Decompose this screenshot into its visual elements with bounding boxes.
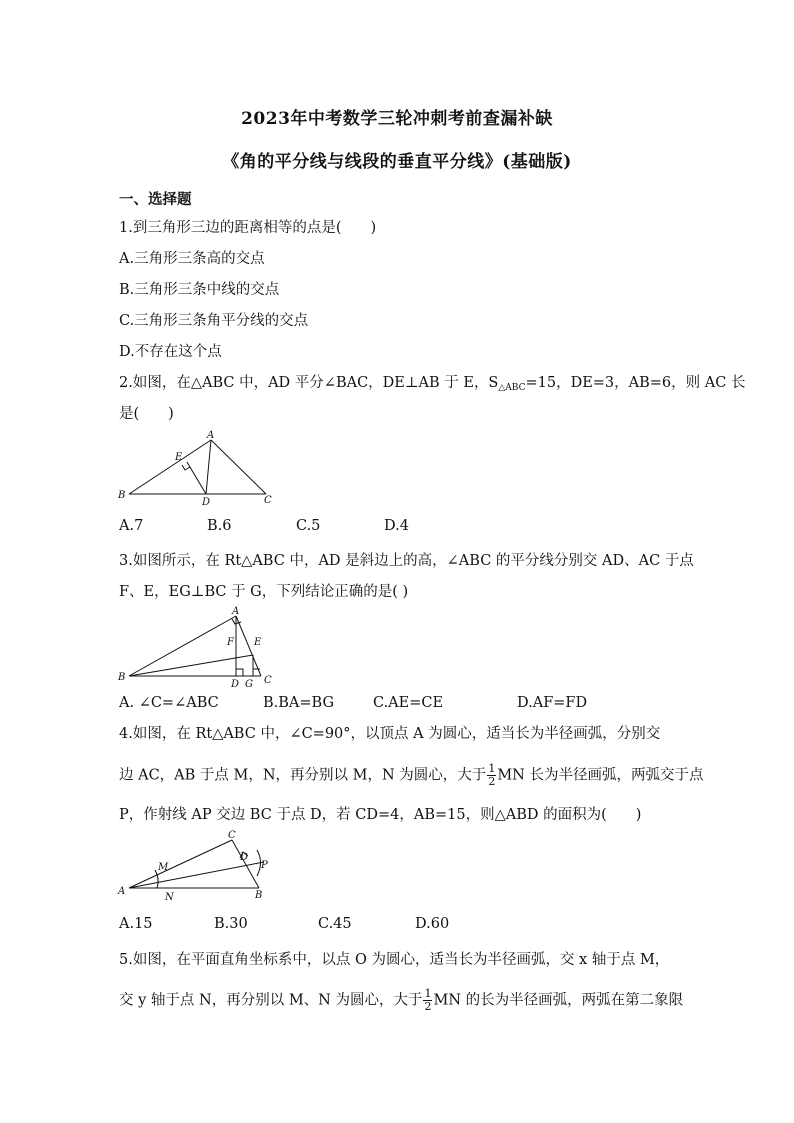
right-angle-mark-d [236,669,243,676]
q2-option-d: D.4 [384,518,409,534]
segment-ad [206,440,211,494]
q1-option-c: C.三角形三条角平分线的交点 [119,313,309,329]
title-line-2: 《角的平分线与线段的垂直平分线》(基础版) [222,152,572,172]
q2-label-c: C [264,495,272,506]
q3-stem-line-2: F、E，EG⊥BC 于 G，下列结论正确的是( ) [119,584,409,600]
q4-label-n: N [165,892,174,903]
q1-option-b: B.三角形三条中线的交点 [119,282,280,298]
q3-label-d: D [231,679,240,690]
title-line-1: 2023年中考数学三轮冲刺考前查漏补缺 [241,109,553,129]
q5-stem-line-2: 交 y 轴于点 N，再分别以 M、N 为圆心，大于 $\frac{1}{2}$ MN 的长为半径画弧，两弧在第二象限 [119,987,684,1013]
q2-stem-line-1: 2.如图，在△ABC 中，AD 平分∠BAC，DE⊥AB 于 E，$S_{\triangle ABC}=15$，DE=3，AB=6，则 AC 长 [119,375,746,393]
q2-subscript: △ABC [498,383,526,393]
q3-label-e: E [254,637,262,648]
q5-stem-line-1: 5.如图，在平面直角坐标系中，以点 O 为圆心，适当长为半径画弧，交 x 轴于点 M， [119,952,670,968]
q4-option-a: A.15 [119,916,153,932]
segment-ac [211,440,266,494]
q3-figure [114,603,284,691]
q4-label-m: M [158,862,169,873]
q4-figure [114,826,284,908]
q2-option-c: C.5 [296,518,321,534]
q4-label-d: D [240,852,249,863]
q1-stem: 1.到三角形三边的距离相等的点是( ) [119,220,377,236]
q3-label-b: B [118,672,126,683]
q3-option-d: D.AF=FD [517,695,588,711]
q4-stem-line-1: 4.如图，在 Rt△ABC 中，∠C=90°，以顶点 A 为圆心，适当长为半径画弧，分别交 [119,726,661,742]
q4-option-b: B.30 [214,916,248,932]
q2-stem-line-2: 是( ) [119,406,174,422]
q3-label-c: C [264,675,272,686]
q1-option-d: D.不存在这个点 [119,344,222,360]
q4-fraction: $\frac{1}{2}$ [488,762,496,788]
q3-label-g: G [245,679,253,690]
q2-label-e: E [175,452,183,463]
q4-option-d: D.60 [415,916,450,932]
q4-label-a: A [118,886,126,897]
q2-label-a: A [207,430,215,441]
segment-ab [129,440,211,494]
q2-label-d: D [202,497,211,508]
q2-option-b: B.6 [207,518,232,534]
q3-label-f: F [227,637,234,648]
q2-option-a: A.7 [119,518,144,534]
q1-option-a: A.三角形三条高的交点 [119,251,265,267]
q2-label-b: B [118,490,126,501]
q2-figure [114,428,284,508]
q3-label-a: A [232,606,240,617]
q5-fraction: $\frac{1}{2}$ [424,987,432,1013]
section-heading: 一、选择题 [119,191,192,208]
q3-stem-line-1: 3.如图所示，在 Rt△ABC 中，AD 是斜边上的高，∠ABC 的平分线分别交 AD、AC 于点 [119,553,694,569]
q4-label-b: B [255,890,263,901]
q4-option-c: C.45 [318,916,352,932]
q3-option-c: C.AE=CE [373,695,444,711]
q4-label-c: C [228,830,236,841]
q4-stem-line-2: 边 AC，AB 于点 M，N，再分别以 M，N 为圆心，大于 $\frac{1}{2}$ MN 长为半径画弧，两弧交于点 [119,762,704,788]
segment-ac [129,840,232,888]
q4-label-p: P [261,860,268,871]
q4-stem-line-3: P，作射线 AP 交边 BC 于点 D，若 CD=4，AB=15，则△ABD 的面积为( ) [119,807,642,823]
ray-ap [129,862,264,888]
q3-option-a: A. ∠C=∠ABC [119,695,219,711]
q3-option-b: B.BA=BG [263,695,335,711]
